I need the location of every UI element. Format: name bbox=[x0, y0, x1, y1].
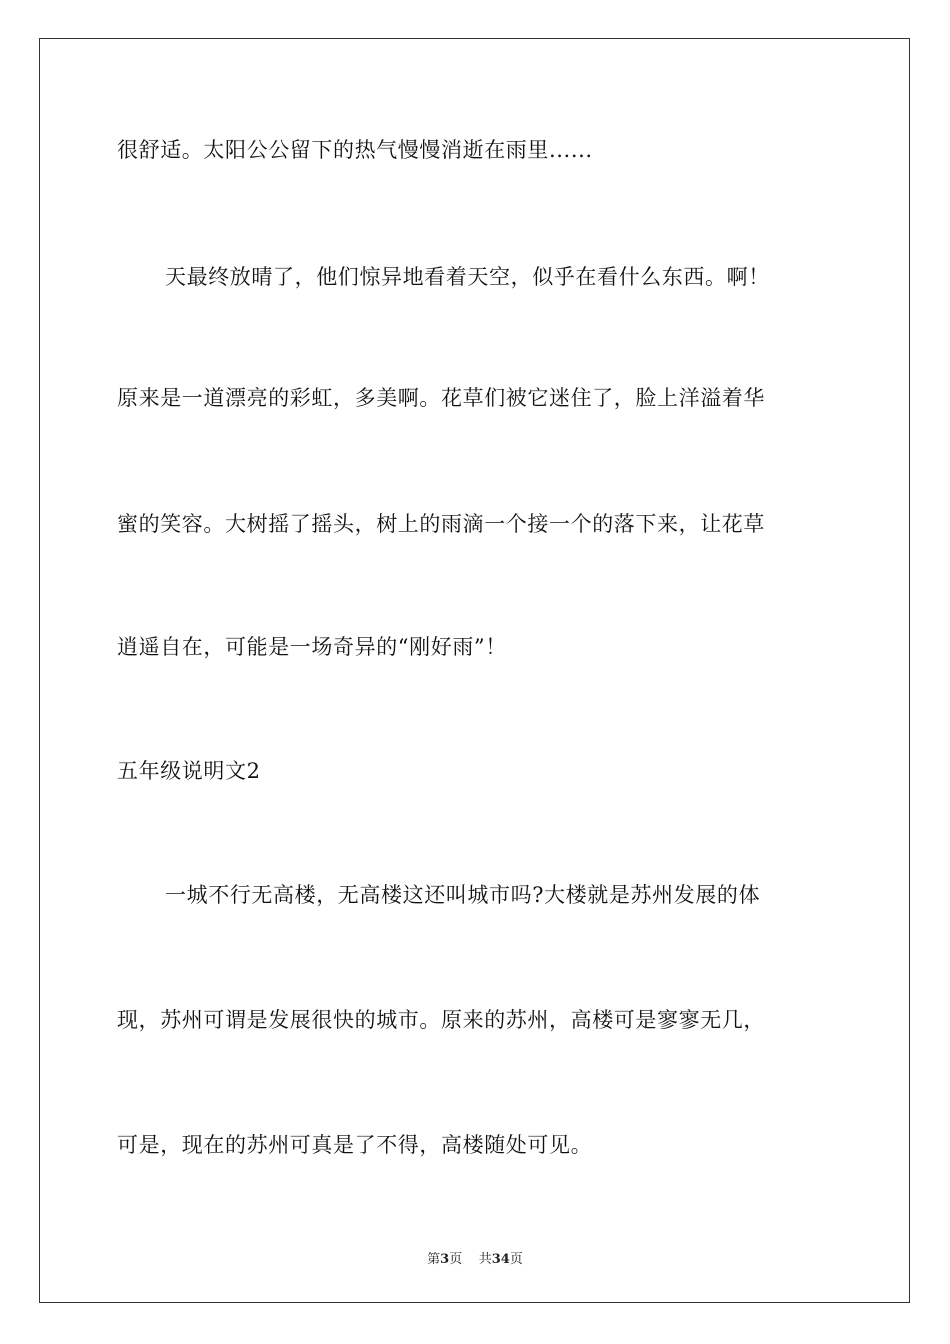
paragraph-line: 现，苏州可谓是发展很快的城市。原来的苏州，高楼可是寥寥无几， bbox=[117, 1008, 765, 1032]
paragraph-line: 很舒适。太阳公公留下的热气慢慢消逝在雨里...... bbox=[117, 138, 593, 162]
paragraph-line: 一城不行无高楼，无高楼这还叫城市吗?大楼就是苏州发展的体 bbox=[165, 883, 761, 907]
footer-page-prefix: 第 bbox=[427, 1252, 441, 1267]
paragraph-line: 可是，现在的苏州可真是了不得，高楼随处可见。 bbox=[117, 1133, 593, 1157]
section-heading: 五年级说明文2 bbox=[117, 759, 261, 783]
footer-page-suffix: 页 bbox=[449, 1252, 463, 1267]
paragraph-line: 逍遥自在，可能是一场奇异的“刚好雨”！ bbox=[117, 635, 507, 659]
paragraph-line: 蜜的笑容。大树摇了摇头，树上的雨滴一个接一个的落下来，让花草 bbox=[117, 512, 765, 536]
footer-page-number: 3 bbox=[440, 1252, 450, 1267]
paragraph-line: 天最终放晴了，他们惊异地看着天空，似乎在看什么东西。啊！ bbox=[165, 265, 770, 289]
footer-total-suffix: 页 bbox=[509, 1252, 523, 1267]
page-footer bbox=[0, 1248, 950, 1267]
paragraph-line: 原来是一道漂亮的彩虹，多美啊。花草们被它迷住了，脸上洋溢着华 bbox=[117, 386, 765, 410]
footer-total-pages: 34 bbox=[491, 1252, 510, 1267]
footer-total-prefix: 共 bbox=[478, 1252, 492, 1267]
page-border bbox=[39, 38, 910, 1303]
